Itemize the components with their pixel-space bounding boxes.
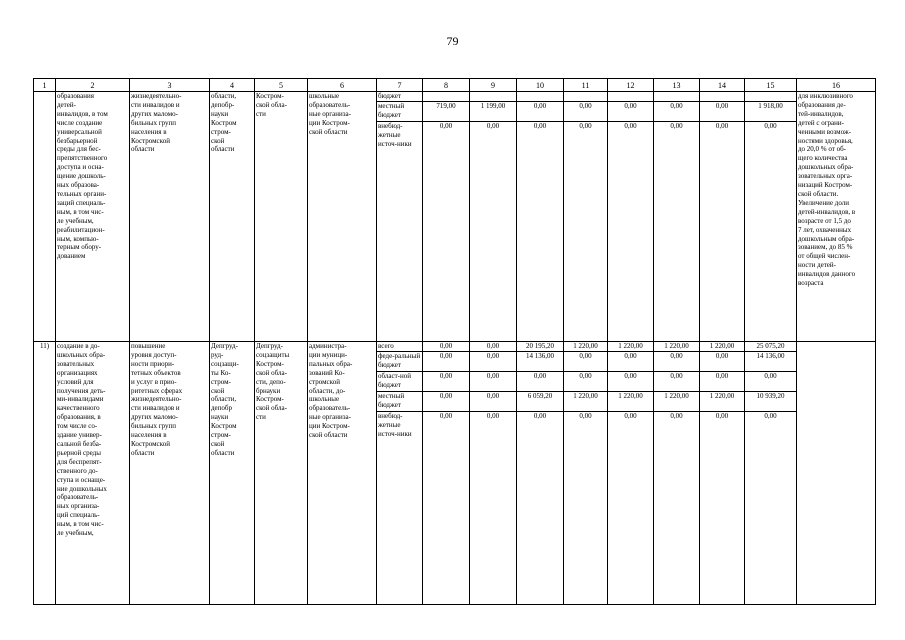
- cell-line: стром-: [211, 431, 231, 440]
- cell-line: ности детей-: [798, 261, 836, 270]
- amount-cell: 0,00: [423, 352, 470, 372]
- table-row: [34, 342, 876, 352]
- amount-cell: 0,00: [608, 412, 654, 605]
- amount-cell: 0,00: [423, 392, 470, 412]
- amount-cell: 1 220,00: [654, 392, 700, 412]
- amount-cell: 0,00: [564, 122, 608, 342]
- cell-line: качественного: [57, 404, 100, 413]
- cell-c3: [130, 92, 210, 342]
- cell-c1: 11): [34, 342, 56, 605]
- cell-line: ле учебным,: [57, 529, 94, 538]
- cell-line: ным, компью-: [57, 234, 99, 243]
- funding-source: феде-ральный бюджет: [377, 352, 423, 372]
- cell-line: населения в: [131, 431, 167, 440]
- cell-line: ченными возмож-: [798, 127, 852, 136]
- amount-cell: 0,00: [745, 412, 797, 605]
- cell-c1: [34, 92, 56, 342]
- cell-line: области,: [211, 92, 237, 100]
- funding-source: местный бюджет: [377, 392, 423, 412]
- cell-line: сти инвалидов и: [131, 100, 180, 109]
- column-number: 4: [210, 79, 255, 92]
- cell-line: образователь-: [309, 100, 351, 109]
- cell-line: Костром-: [256, 395, 284, 404]
- amount-cell: 0,00: [564, 102, 608, 122]
- cell-line: безбарьерной: [57, 136, 98, 145]
- cell-line: терным обору-: [57, 243, 102, 252]
- cell-line: ритетных сферах: [131, 386, 183, 395]
- cell-line: соцзащиты: [256, 350, 290, 359]
- cell-line: инвалидов данного: [798, 270, 856, 279]
- amount-cell: 0,00: [745, 372, 797, 392]
- cell-line: Увеличение доли: [798, 198, 849, 207]
- cell-line: и услуг в прио-: [131, 377, 177, 386]
- cell-line: реабилитацион-: [57, 225, 105, 234]
- amount-cell: 1 220,00: [700, 392, 745, 412]
- cell-line: ции муници-: [309, 350, 348, 359]
- cell-line: ты Ко-: [211, 368, 231, 377]
- cell-line: стром-: [211, 127, 231, 136]
- column-number: 2: [56, 79, 130, 92]
- cell-line: других маломо-: [131, 109, 179, 118]
- cell-c5: [255, 342, 308, 605]
- cell-line: зованием, до 85 %: [798, 243, 853, 252]
- amount-cell: 20 195,20: [517, 342, 564, 352]
- cell-line: повышение: [131, 342, 166, 350]
- table-row: [34, 92, 876, 102]
- cell-line: числе создание: [57, 118, 103, 127]
- cell-line: для беспрепят-: [57, 457, 102, 466]
- cell-line: области,: [211, 395, 237, 404]
- cell-line: Костромской: [131, 136, 170, 145]
- cell-line: Костром-: [256, 359, 284, 368]
- funding-source: местный бюджет: [377, 102, 423, 122]
- amount-cell: 0,00: [654, 372, 700, 392]
- cell-line: ской обла-: [256, 100, 287, 109]
- cell-line: дошкольных обра-: [798, 163, 854, 172]
- amount-cell: 14 136,00: [745, 352, 797, 372]
- cell-line: получения деть-: [57, 386, 106, 395]
- program-table: [33, 78, 876, 605]
- amount-cell: 0,00: [470, 392, 517, 412]
- amount-cell: 0,00: [700, 352, 745, 372]
- column-number: 15: [745, 79, 797, 92]
- cell-c4: [210, 342, 255, 605]
- cell-line: школьных обра-: [57, 350, 106, 359]
- cell-c16: [797, 92, 876, 342]
- cell-line: универсальной: [57, 127, 102, 136]
- cell-line: зовательных орга-: [798, 172, 853, 181]
- cell-line: образования: [57, 92, 94, 100]
- funding-source: област-ной бюджет: [377, 372, 423, 392]
- amount-cell: [564, 92, 608, 102]
- cell-line: создание в до-: [57, 342, 100, 350]
- cell-line: образователь-: [57, 493, 99, 502]
- cell-line: для инклюзивного: [798, 92, 853, 100]
- cell-line: Депгруд-: [211, 342, 238, 350]
- amount-cell: 0,00: [700, 372, 745, 392]
- cell-c3: [130, 342, 210, 605]
- cell-line: ми-инвалидами: [57, 395, 104, 404]
- column-number: 14: [700, 79, 745, 92]
- cell-line: детей-инвалидов, в: [798, 207, 856, 216]
- cell-line: ле учебным,: [57, 216, 94, 225]
- cell-line: ные организа-: [309, 413, 351, 422]
- cell-line: ных организа-: [57, 502, 100, 511]
- cell-line: области, до-: [309, 386, 346, 395]
- cell-line: ской: [211, 136, 225, 145]
- cell-line: жизнедеятельно-: [131, 92, 182, 100]
- amount-cell: 14 136,00: [517, 352, 564, 372]
- cell-line: образования де-: [798, 100, 846, 109]
- amount-cell: 0,00: [470, 342, 517, 352]
- funding-source: всего: [377, 342, 423, 352]
- column-number-row: [34, 79, 876, 92]
- cell-line: населения в: [131, 127, 167, 136]
- cell-c6: [308, 342, 377, 605]
- amount-cell: 0,00: [470, 122, 517, 342]
- cell-line: ской обла-: [256, 368, 287, 377]
- amount-cell: [608, 92, 654, 102]
- cell-line: рьерной среды: [57, 448, 101, 457]
- page-number: 79: [446, 34, 459, 48]
- cell-line: руд-: [211, 350, 224, 359]
- cell-line: возраста: [798, 279, 824, 288]
- funding-source: внебюд-жетные источ-ники: [377, 412, 423, 605]
- column-number: 16: [797, 79, 876, 92]
- column-number: 13: [654, 79, 700, 92]
- amount-cell: 0,00: [700, 122, 745, 342]
- amount-cell: 0,00: [517, 412, 564, 605]
- amount-cell: 0,00: [564, 412, 608, 605]
- cell-line: брнауки: [256, 386, 281, 395]
- cell-line: соцзащи-: [211, 359, 239, 368]
- amount-cell: 1 220,00: [654, 342, 700, 352]
- amount-cell: 0,00: [654, 352, 700, 372]
- cell-line: Костром: [211, 422, 237, 431]
- cell-line: низаций Костром-: [798, 181, 853, 190]
- cell-line: школьные: [309, 92, 340, 100]
- cell-line: детей-: [57, 100, 76, 109]
- cell-line: щение дошколь-: [57, 172, 106, 181]
- amount-cell: 0,00: [608, 352, 654, 372]
- cell-line: бильных групп: [131, 118, 176, 127]
- cell-line: образования, в: [57, 413, 101, 422]
- column-number: 12: [608, 79, 654, 92]
- cell-line: тетных объектов: [131, 368, 181, 377]
- amount-cell: [517, 92, 564, 102]
- amount-cell: 0,00: [608, 102, 654, 122]
- column-number: 7: [377, 79, 423, 92]
- cell-line: щего количества: [798, 154, 848, 163]
- cell-line: образователь-: [309, 404, 351, 413]
- cell-line: ской области: [309, 431, 348, 440]
- amount-cell: [745, 92, 797, 102]
- column-number: 5: [255, 79, 308, 92]
- column-number: 9: [470, 79, 517, 92]
- amount-cell: 0,00: [745, 122, 797, 342]
- cell-line: Костром-: [256, 92, 284, 100]
- cell-line: науки: [211, 109, 229, 118]
- amount-cell: 0,00: [517, 102, 564, 122]
- cell-c2: [56, 342, 130, 605]
- amount-cell: 1 220,00: [564, 342, 608, 352]
- cell-line: до 20,0 % от об-: [798, 145, 847, 154]
- cell-line: том числе со-: [57, 422, 98, 431]
- column-number: 3: [130, 79, 210, 92]
- cell-line: ных образова-: [57, 181, 100, 190]
- cell-line: дованием: [57, 252, 86, 261]
- column-number: 1: [34, 79, 56, 92]
- cell-line: ностями здоровья,: [798, 136, 853, 145]
- column-number: 8: [423, 79, 470, 92]
- cell-line: ской обла-: [256, 404, 287, 413]
- cell-line: ным, в том чис-: [57, 520, 104, 529]
- cell-line: возрасте от 1,5 до: [798, 216, 851, 225]
- amount-cell: 0,00: [654, 102, 700, 122]
- funding-source: внебюд-жетные источ-ники: [377, 122, 423, 342]
- cell-line: жизнедеятельно-: [131, 395, 182, 404]
- column-number: 10: [517, 79, 564, 92]
- cell-line: ской области.: [798, 189, 839, 198]
- cell-line: стромской: [309, 377, 340, 386]
- amount-cell: 0,00: [517, 372, 564, 392]
- amount-cell: 0,00: [423, 122, 470, 342]
- cell-line: депобр: [211, 404, 232, 413]
- cell-line: ской области: [309, 127, 348, 136]
- cell-line: пальных обра-: [309, 359, 353, 368]
- cell-line: ственного до-: [57, 466, 98, 475]
- cell-line: инвалидов, в том: [57, 109, 108, 118]
- amount-cell: 1 199,00: [470, 102, 517, 122]
- column-number: 6: [308, 79, 377, 92]
- cell-line: уровня доступ-: [131, 350, 177, 359]
- amount-cell: 0,00: [423, 342, 470, 352]
- amount-cell: 0,00: [423, 412, 470, 605]
- amount-cell: 0,00: [654, 122, 700, 342]
- amount-cell: 0,00: [564, 352, 608, 372]
- cell-line: ности приори-: [131, 359, 175, 368]
- cell-line: условий для: [57, 377, 94, 386]
- column-number: 11: [564, 79, 608, 92]
- cell-line: ным, в том чис-: [57, 207, 104, 216]
- cell-line: ные организа-: [309, 109, 351, 118]
- cell-line: дошкольным обра-: [798, 234, 855, 243]
- cell-line: стром-: [211, 377, 231, 386]
- cell-line: сти, депо-: [256, 377, 286, 386]
- cell-line: Депгруд-: [256, 342, 283, 350]
- amount-cell: 719,00: [423, 102, 470, 122]
- cell-line: других маломо-: [131, 413, 179, 422]
- cell-line: области: [211, 145, 235, 154]
- amount-cell: [423, 92, 470, 102]
- cell-line: заций специаль-: [57, 198, 106, 207]
- cell-line: доступа и осна-: [57, 163, 104, 172]
- amount-cell: 0,00: [470, 372, 517, 392]
- cell-line: области: [131, 145, 155, 154]
- cell-line: сти: [256, 109, 266, 118]
- cell-c4: [210, 92, 255, 342]
- cell-line: науки: [211, 413, 229, 422]
- amount-cell: 0,00: [608, 372, 654, 392]
- cell-line: сти инвалидов и: [131, 404, 180, 413]
- cell-line: области: [131, 448, 155, 457]
- amount-cell: 25 075,20: [745, 342, 797, 352]
- cell-line: депобр-: [211, 100, 235, 109]
- amount-cell: [700, 92, 745, 102]
- amount-cell: 0,00: [564, 372, 608, 392]
- cell-line: ции Костром-: [309, 422, 350, 431]
- cell-line: Костромской: [131, 439, 170, 448]
- amount-cell: 1 220,00: [700, 342, 745, 352]
- cell-line: тельных органи-: [57, 189, 107, 198]
- cell-c16: [797, 342, 876, 605]
- amount-cell: 1 918,00: [745, 102, 797, 122]
- amount-cell: 0,00: [470, 412, 517, 605]
- cell-line: школьные: [309, 395, 340, 404]
- cell-line: сальной безба-: [57, 439, 102, 448]
- cell-line: тей-инвалидов,: [798, 109, 844, 118]
- amount-cell: 1 220,00: [564, 392, 608, 412]
- cell-line: Костром: [211, 118, 237, 127]
- cell-line: области: [211, 448, 235, 457]
- cell-line: организациях: [57, 368, 98, 377]
- cell-line: среды для бес-: [57, 145, 101, 154]
- amount-cell: 0,00: [654, 412, 700, 605]
- cell-line: 7 лет, охваченных: [798, 225, 852, 234]
- cell-line: препятственного: [57, 154, 108, 163]
- amount-cell: 6 059,20: [517, 392, 564, 412]
- cell-c2: [56, 92, 130, 342]
- amount-cell: 0,00: [700, 412, 745, 605]
- cell-line: ступа и оснаще-: [57, 475, 106, 484]
- cell-line: бильных групп: [131, 422, 176, 431]
- cell-line: ской: [211, 386, 225, 395]
- cell-line: от общей числен-: [798, 252, 851, 261]
- funding-source: бюджет: [377, 92, 423, 102]
- amount-cell: 0,00: [423, 372, 470, 392]
- cell-line: ций специаль-: [57, 511, 100, 520]
- cell-line: администра-: [309, 342, 347, 350]
- amount-cell: 0,00: [517, 122, 564, 342]
- cell-line: зований Ко-: [309, 368, 345, 377]
- amount-cell: 0,00: [608, 122, 654, 342]
- cell-line: ции Костром-: [309, 118, 350, 127]
- cell-c5: [255, 92, 308, 342]
- amount-cell: 0,00: [470, 352, 517, 372]
- amount-cell: [470, 92, 517, 102]
- cell-line: детей с ограни-: [798, 118, 844, 127]
- cell-line: ние дошкольных: [57, 484, 107, 493]
- amount-cell: 0,00: [700, 102, 745, 122]
- amount-cell: 1 220,00: [608, 342, 654, 352]
- amount-cell: 1 220,00: [608, 392, 654, 412]
- amount-cell: [654, 92, 700, 102]
- cell-line: сти: [256, 413, 266, 422]
- cell-line: ской: [211, 439, 225, 448]
- cell-line: зовательных: [57, 359, 95, 368]
- cell-c6: [308, 92, 377, 342]
- amount-cell: 10 939,20: [745, 392, 797, 412]
- cell-line: здание универ-: [57, 431, 102, 440]
